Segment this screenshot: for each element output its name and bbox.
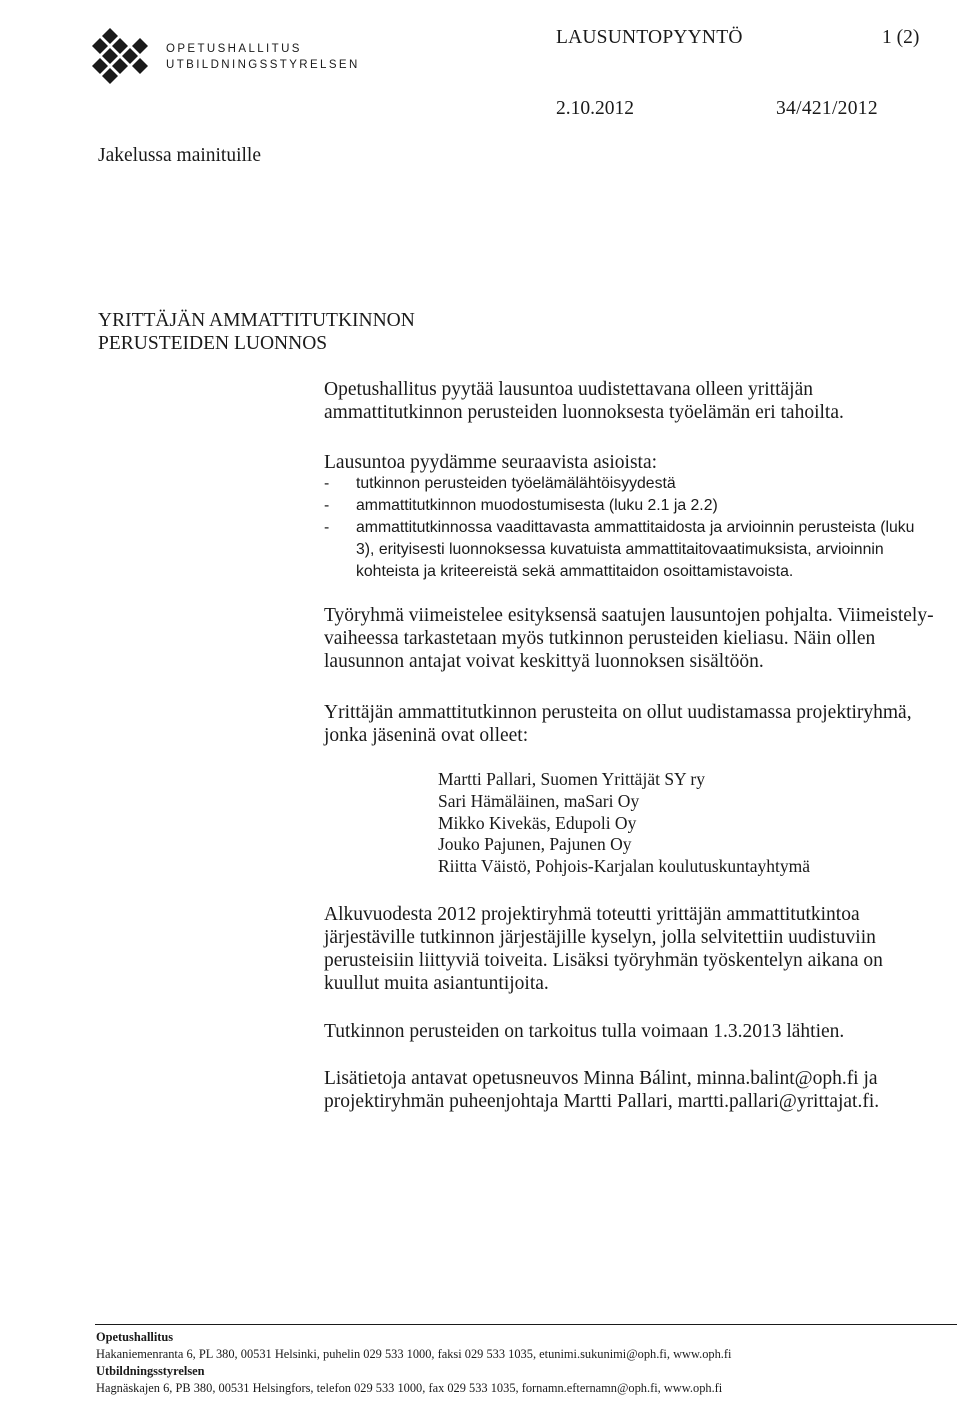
member-item: Sari Hämäläinen, maSari Oy	[438, 790, 640, 811]
title-line-2: PERUSTEIDEN LUONNOS	[98, 333, 328, 354]
dash-bullet-icon: -	[324, 497, 330, 514]
diamond-cluster-logo-icon	[88, 26, 164, 86]
member-item: Jouko Pajunen, Pajunen Oy	[438, 834, 632, 855]
list-item	[324, 473, 934, 495]
org-name-finnish: OPETUSHALLITUS	[166, 43, 302, 55]
footer-divider	[95, 1324, 957, 1325]
footer-org-swedish: Utbildningsstyrelsen	[96, 1364, 205, 1378]
dash-bullet-icon: -	[324, 475, 330, 492]
paragraph-contacts: Lisätietoja antavat opetusneuvos Minna Bálint, minna.balint@oph.fi ja projektiryhmän puheenjohtaja Martti Pallari, martti.pallari@yrittajat.fi.	[324, 1068, 880, 1112]
footer-org-finnish: Opetushallitus	[96, 1330, 174, 1344]
paragraph-finalization: Työryhmä viimeistelee esityksensä saatujen lausuntojen pohjalta. Viimeistely-vaiheessa tarkastetaan myös tutkinnon perusteiden kieliasu. Näin ollen lausunnon antajat voivat keskittyä luonnoksen sisältöön.	[324, 605, 934, 672]
footer	[96, 1329, 731, 1397]
list-item-text: ammattitutkinnon muodostumisesta (luku 2.1 ja 2.2)	[356, 497, 718, 514]
member-item: Riitta Väistö, Pohjois-Karjalan koulutuskuntayhtymä	[438, 856, 811, 877]
paragraph-topics-intro: Lausuntoa pyydämme seuraavista asioista:	[324, 452, 658, 473]
document-title	[98, 309, 415, 355]
list-item	[324, 517, 934, 583]
members-list	[438, 769, 810, 878]
footer-address-swedish: Hagnäskajen 6, PB 380, 00531 Helsingfors, telefon 029 533 1000, fax 029 533 1035, fornamn.efternamn@oph.fi, www.oph.fi	[96, 1381, 723, 1395]
recipient: Jakelussa mainituille	[98, 145, 262, 166]
title-line-1: YRITTÄJÄN AMMATTITUTKINNON	[98, 310, 415, 331]
organization-name	[166, 41, 360, 73]
footer-address-finnish: Hakaniemenranta 6, PL 380, 00531 Helsinki, puhelin 029 533 1000, faksi 029 533 1035, etunimi.sukunimi@oph.fi, www.oph.fi	[96, 1347, 732, 1361]
reference-number: 34/421/2012	[776, 98, 878, 119]
list-item-text: tutkinnon perusteiden työelämälähtöisyydestä	[356, 475, 676, 492]
document-date: 2.10.2012	[556, 98, 634, 119]
topics-list	[324, 473, 934, 583]
paragraph-request: Opetushallitus pyytää lausuntoa uudistettavana olleen yrittäjän ammattitutkinnon perusteiden luonnoksesta työelämän eri tahoilta.	[324, 379, 844, 423]
list-item	[324, 495, 934, 517]
member-item: Mikko Kivekäs, Edupoli Oy	[438, 812, 637, 833]
paragraph-survey: Alkuvuodesta 2012 projektiryhmä toteutti yrittäjän ammattitutkintoa järjestäville tutkinnon järjestäjille kyselyn, jolla selvitettiin uudistuviin perusteisiin liittyviä toiveita. Lisäksi työryhmän työskentelyn aikana on kuullut muita asiantuntijoita.	[324, 904, 883, 994]
document-type: LAUSUNTOPYYNTÖ	[556, 27, 743, 48]
paragraph-project-group: Yrittäjän ammattitutkinnon perusteita on ollut uudistamassa projektiryhmä, jonka jäseninä ovat olleet:	[324, 702, 912, 746]
paragraph-effective-date: Tutkinnon perusteiden on tarkoitus tulla voimaan 1.3.2013 lähtien.	[324, 1021, 845, 1042]
list-item-text: ammattitutkinnossa vaadittavasta ammattitaidosta ja arvioinnin perusteista (luku 3), erityisesti luonnoksessa kuvatuista ammattitaitovaatimuksista, arvioinnin kohteista ja kriteereistä sekä ammattitaidon osoittamistavoista.	[356, 519, 915, 580]
member-item: Martti Pallari, Suomen Yrittäjät SY ry	[438, 769, 705, 789]
org-name-swedish: UTBILDNINGSSTYRELSEN	[166, 59, 360, 71]
page-number: 1 (2)	[882, 27, 920, 48]
dash-bullet-icon: -	[324, 519, 330, 536]
